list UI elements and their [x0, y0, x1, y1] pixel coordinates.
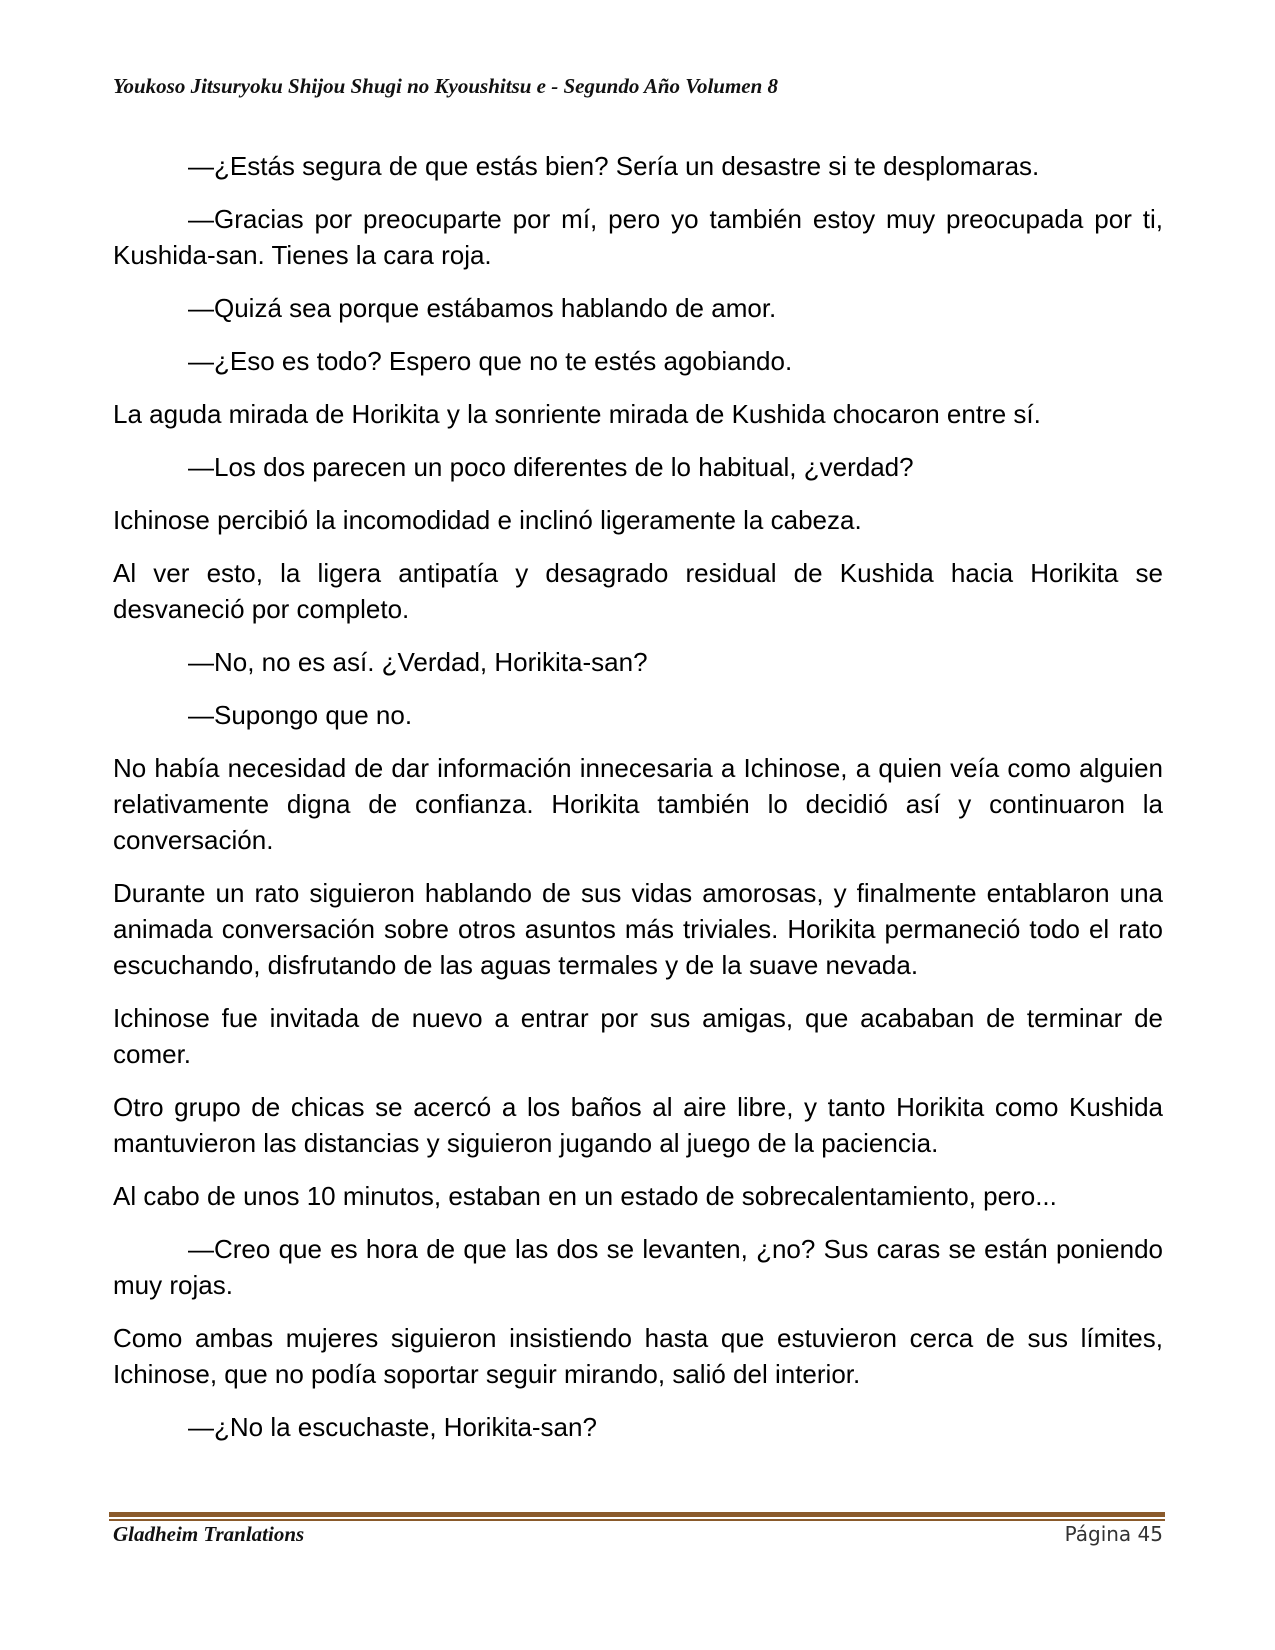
paragraph-dialogue: —No, no es así. ¿Verdad, Horikita-san?: [188, 647, 648, 677]
paragraph-narration: Al ver esto, la ligera antipatía y desagrado residual de Kushida hacia Horikita se desvaneció por completo.: [113, 558, 1163, 624]
footer-brand: Gladheim Tranlations: [113, 1522, 305, 1546]
paragraph-dialogue: —Quizá sea porque estábamos hablando de amor.: [188, 293, 777, 323]
paragraph-narration: Como ambas mujeres siguieron insistiendo hasta que estuvieron cerca de sus límites, Ichinose, que no podía soportar seguir mirando, salió del interior.: [113, 1323, 1163, 1389]
paragraph-narration: Ichinose percibió la incomodidad e inclinó ligeramente la cabeza.: [113, 505, 862, 535]
paragraph-narration: La aguda mirada de Horikita y la sonriente mirada de Kushida chocaron entre sí.: [113, 399, 1041, 429]
paragraph-dialogue: —Creo que es hora de que las dos se levanten, ¿no? Sus caras se están poniendo muy rojas.: [113, 1234, 1163, 1300]
page-number: [1065, 1522, 1163, 1546]
paragraph-dialogue: —¿Estás segura de que estás bien? Sería un desastre si te desplomaras.: [188, 151, 1040, 181]
body-text: [113, 148, 1163, 1462]
paragraph-dialogue: —Gracias por preocuparte por mí, pero yo también estoy muy preocupada por ti, Kushida-san. Tienes la cara roja.: [113, 204, 1163, 270]
footer-rule-thick: [109, 1512, 1165, 1517]
footer-rule-thin: [109, 1519, 1165, 1521]
page-number-value: 45: [1137, 1522, 1163, 1546]
page-label: Página: [1064, 1522, 1132, 1546]
paragraph-narration: Otro grupo de chicas se acercó a los baños al aire libre, y tanto Horikita como Kushida mantuvieron las distancias y siguieron jugando al juego de la paciencia.: [113, 1092, 1163, 1158]
paragraph-narration: Al cabo de unos 10 minutos, estaban en un estado de sobrecalentamiento, pero...: [113, 1181, 1057, 1211]
paragraph-dialogue: —Supongo que no.: [188, 700, 413, 730]
paragraph-narration: Ichinose fue invitada de nuevo a entrar por sus amigas, que acababan de terminar de comer.: [113, 1003, 1163, 1069]
paragraph-dialogue: —Los dos parecen un poco diferentes de lo habitual, ¿verdad?: [188, 452, 914, 482]
paragraph-narration: No había necesidad de dar información innecesaria a Ichinose, a quien veía como alguien relativamente digna de confianza. Horikita también lo decidió así y continuaron la conversación.: [113, 753, 1163, 855]
paragraph-dialogue: —¿No la escuchaste, Horikita-san?: [188, 1412, 597, 1442]
paragraph-narration: Durante un rato siguieron hablando de sus vidas amorosas, y finalmente entablaron una animada conversación sobre otros asuntos más triviales. Horikita permaneció todo el rato escuchando, disfrutando de las aguas termales y de la suave nevada.: [113, 878, 1163, 980]
header-title: Youkoso Jitsuryoku Shijou Shugi no Kyoushitsu e - Segundo Año Volumen 8: [113, 74, 779, 98]
paragraph-dialogue: —¿Eso es todo? Espero que no te estés agobiando.: [188, 346, 793, 376]
